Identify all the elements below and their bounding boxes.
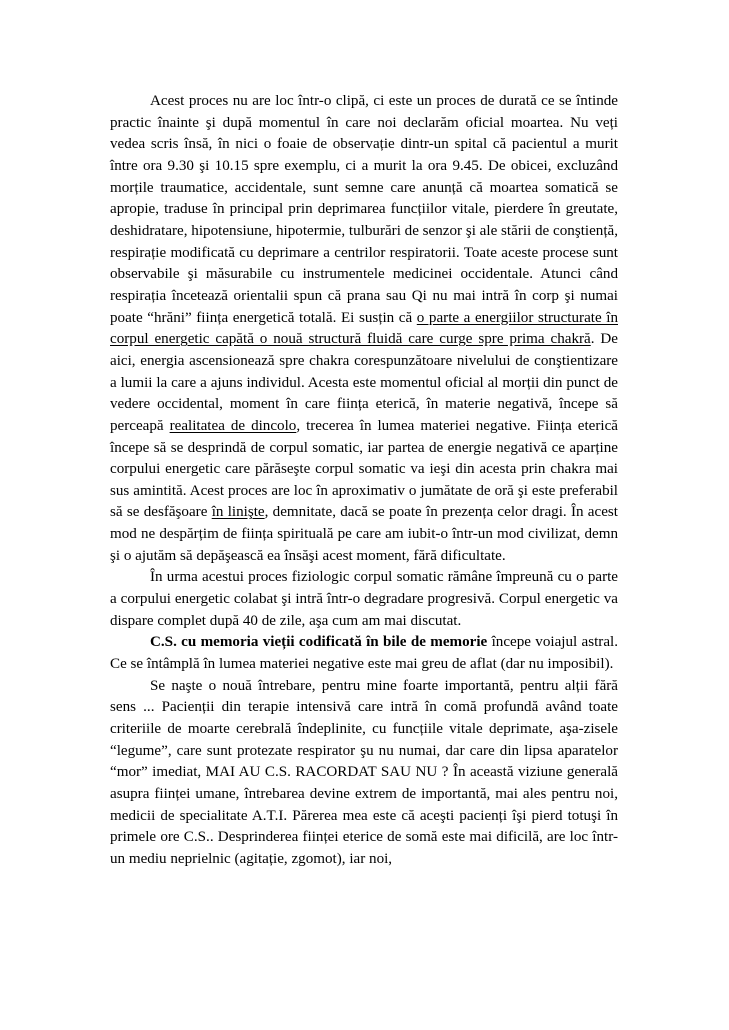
document-page	[110, 91, 618, 871]
text-segment: Acest proces nu are loc într-o clipă, ci este un proces de durată ce se întinde practic înainte şi după momentul în care noi declarăm oficial moartea. Nu veți vedea scris însă, în nici o foaie de observație dintr-un spital că pacientul a murit între ora 9.30 şi 10.15 spre exemplu, ci a murit la ora 9.45. De obicei, excluzând morțile traumatice, accidentale, sunt semne care anunță că moartea somatică se apropie, traduse în principal prin deprimarea funcțiilor vitale, pierdere în greutate, deshidratare, hipotensiune, hipotermie, tulburări de senzor şi ale stării de conştiență, respirație modificată cu deprimare a centrilor respiratorii. Toate aceste procese sunt observabile şi măsurabile cu instrumentele medicinei occidentale. Atunci când respirația încetează orientalii spun că prana sau Qi nu mai intră în corp şi numai poate “hrăni” ființa energetică totală. Ei susțin că	[110, 93, 618, 326]
text-segment: . De aici, energia ascensionează spre chakra corespunzătoare nivelului de conştientizare a lumii la care a ajuns individul. Acesta este momentul oficial al morții din punct de vedere occidental, moment în care ființa eterică, în materie negativă, începe să perceapă	[110, 331, 618, 434]
text-segment: Se naşte o nouă întrebare, pentru mine foarte importantă, pentru alții fără sens ... Pacienții din terapie intensivă care intră în comă profundă având toate criteriile de moarte cerebrală îndeplinite, cu funcțiile vitale deprimate, aşa-zisele “legume”, care sunt protezate respirator şu nu numai, dar care din lipsa aparatelor “mor” imediat, MAI AU C.S. RACORDAT SAU NU ? În această viziune generală asupra ființei umane, întrebarea devine extrem de importantă, mai ales pentru noi, medicii de specialitate A.T.I. Părerea mea este că aceşti pacienți îşi pierd totuşi în primele ore C.S.. Desprinderea ființei eterice de somă este mai dificilă, are loc într-un mediu neprielnic (agitație, zgomot), iar noi,	[110, 677, 618, 867]
text-segment: În urma acestui proces fiziologic corpul somatic rămâne împreună cu o parte a corpului energetic colabat şi intră într-o degradare progresivă. Corpul energetic va dispare complet după 40 de zile, aşa cum am mai discutat.	[110, 569, 618, 629]
paragraph-1	[110, 91, 618, 567]
paragraph-2	[110, 567, 618, 632]
underlined-phrase: o parte a energiilor structurate în corpul energetic capătă o nouă structură fluidă care curge spre prima chakră	[110, 309, 618, 348]
text-segment: începe voiajul astral. Ce se întâmplă în lumea materiei negative este mai greu de aflat (dar nu imposibil).	[110, 634, 618, 673]
underlined-phrase: realitatea de dincolo	[169, 417, 297, 434]
text-segment: , trecerea în lumea materiei negative. Ființa eterică începe să se desprindă de corpul somatic, iar partea de energie negativă ce aparține corpului energetic care părăseşte corpul somatic va ieşi din acesta prin chakra mai sus amintită. Acest proces are loc în aproximativ o jumătate de oră şi este preferabil să se desfăşoare	[110, 417, 619, 521]
paragraph-3	[110, 632, 618, 675]
underlined-phrase: în linişte	[211, 504, 265, 521]
bold-phrase: C.S. cu memoria vieții codificată în bile de memorie	[150, 634, 488, 651]
text-segment: , demnitate, dacă se poate în prezența celor dragi. În acest mod ne despărțim de ființa spirituală pe care am iubit-o într-un mod civilizat, demn şi o ajutăm să depăşească ea însăşi acest moment, fără dificultate.	[110, 504, 618, 564]
paragraph-4	[110, 676, 618, 871]
